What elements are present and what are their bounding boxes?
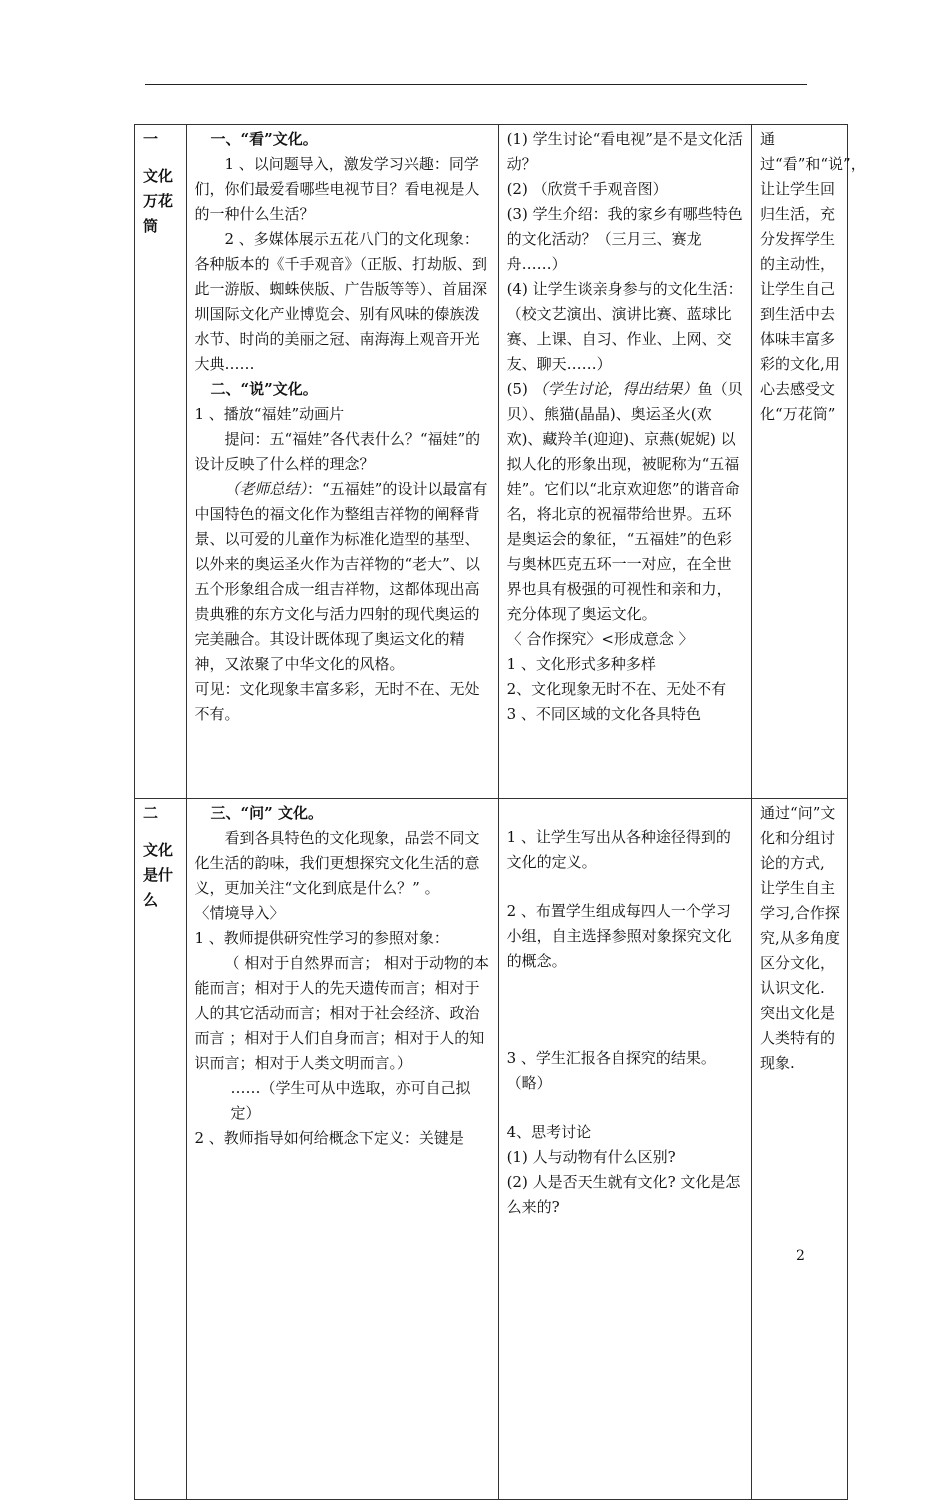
design-intent-cell [752,799,848,1500]
teacher-paragraph [195,826,492,901]
paragraph-text: 1 、教师提供研究性学习的参照对象： [194,929,449,947]
teacher-activity-cell [186,799,498,1500]
paragraph-text: （ 相对于自然界而言； 相对于动物的本能而言；相对于人的先天遗传而言；相对于人的其它活动而言；相对于社会经济、政治而言 ；相对于人们自身而言；相对于人的知识而言；相对于人类文明而言。） [194,954,490,1072]
paragraph-text: 3 、学生汇报各自探究的结果。（略） [506,1049,716,1092]
paragraph-text: (4) 让学生谈亲身参与的文化生活：（校文艺演出、演讲比赛、蓝球比赛、上课、自习、作业、上网、交友、聊天……） [506,280,743,373]
paragraph-text: 〈情境导入〉 [194,904,285,922]
page-number: 2 [796,1248,805,1264]
student-paragraph [507,1046,745,1096]
paragraph-text: (5) [506,380,533,398]
teacher-paragraph [195,926,492,951]
teacher-paragraph [195,677,492,727]
paragraph-text: 看到各具特色的文化现象，品尝不同文化生活的韵味，我们更想探究文化生活的意义，更加关注“文化到底是什么？” 。 [194,829,480,897]
teacher-paragraph [195,152,492,227]
paragraph-text: 〈 合作探究〉<形成意念 〉 [506,630,694,648]
activity-heading [195,377,492,402]
activity-heading [195,801,492,826]
paragraph-text: 可见：文化现象丰富多彩，无时不在、无处不有。 [194,680,480,723]
student-paragraph [507,652,745,677]
teacher-paragraph [195,901,492,926]
student-paragraph [507,677,745,702]
student-paragraph [507,177,745,202]
section-number: 二 [143,804,159,822]
paragraph-text: 提问：五“福娃”各代表什么？“福娃”的设计反映了什么样的理念？ [194,430,481,473]
activity-heading [195,127,492,152]
student-paragraph [507,627,745,652]
paragraph-text: (2) 人是否天生就有文化? 文化是怎么来的? [506,1173,741,1216]
section-number: 一 [143,130,159,148]
paragraph-text: 2 、布置学生组成每四人一个学习小组，自主选择参照对象探究文化的概念。 [506,902,732,970]
teacher-paragraph [195,402,492,427]
paragraph-text: 三、“问” 文化。 [210,804,323,822]
section-label-cell [135,799,187,1500]
paragraph-text: 2 、教师指导如何给概念下定义：关键是 [194,1129,464,1147]
spacer [507,875,745,899]
paragraph-text: (3) 学生介绍：我的家乡有哪些特色的文化活动？（三月三、赛龙舟……） [506,205,743,273]
spacer [507,998,745,1022]
italic-note: （学生讨论，得出结果） [532,380,698,398]
student-paragraph [507,127,745,177]
paragraph-text: (1) 人与动物有什么区别? [506,1148,676,1166]
student-paragraph [507,1120,745,1145]
paragraph-text: （老师总结） [224,480,308,498]
student-paragraph [507,1170,745,1220]
student-paragraph [507,899,745,974]
teacher-paragraph [195,951,492,1076]
student-paragraph [507,277,745,377]
spacer [507,801,745,825]
section-label-cell [135,125,187,799]
teacher-paragraph [195,227,492,377]
paragraph-text: 1 、播放“福娃”动画片 [194,405,345,423]
lesson-plan-table [134,124,866,1500]
paragraph-text: 2、文化现象无时不在、无处不有 [506,680,727,698]
paragraph-text: 4、思考讨论 [506,1123,592,1141]
paragraph-text: 1 、以问题导入，激发学习兴趣：同学们，你们最爱看哪些电视节目？看电视是人的一种什么生活？ [194,155,480,223]
paragraph-text: 3 、不同区域的文化各具特色 [506,705,701,723]
teacher-paragraph [195,1126,492,1151]
section-row-2 [135,799,848,1500]
teacher-paragraph [195,1076,492,1126]
design-intent-cell [752,125,866,799]
paragraph-text: ……（学生可从中选取，亦可自己拟定） [230,1079,471,1122]
student-activity-cell [498,125,751,799]
paragraph-text-continued: ：“五福娃”的设计以最富有中国特色的福文化作为整组吉祥物的阐释背景、以可爱的儿童作为标准化造型的基型、以外来的奥运圣火作为吉祥物的“老大”、以五个形象组合成一组吉祥物，这都体现出高贵典雅的东方文化与活力四射的现代奥运的完美融合。其设计既体现了奥运文化的精神，又浓聚了中华文化的风格。 [194,480,488,673]
teacher-paragraph [195,477,492,677]
student-paragraph [507,377,745,627]
design-intent-text: 通过“看”和“说”，让让学生回归生活，充分发挥学生的主动性，让学生自己到生活中去体味丰富多彩的文化,用心去感受文化“万花筒” [760,130,866,423]
student-paragraph [507,825,745,875]
spacer [507,1096,745,1120]
teacher-paragraph [195,427,492,477]
paragraph-text: 二、“说”文化。 [210,380,318,398]
spacer [507,974,745,998]
paragraph-text: 1 、让学生写出从各种途径得到的文化的定义。 [506,828,731,871]
section-title: 文化万花筒 [143,167,174,235]
paragraph-text-continued: 鱼（贝贝）、熊猫(晶晶)、奥运圣火(欢欢)、藏羚羊(迎迎)、京燕(妮妮) 以拟人化的形象出现，被昵称为“五福娃”。它们以“北京欢迎您”的谐音命名，将北京的祝福带给世界。五环是奥运会的象征，“五福娃”的色彩与奥林匹克五环一一对应，在全世界也具有极强的可视性和亲和力，充分体现了奥运文化。 [506,380,743,623]
section-row-1 [135,125,848,799]
spacer [507,1022,745,1046]
section-title: 文化是什么 [143,841,174,909]
student-activity-cell [498,799,751,1500]
design-intent-text: 通过“问”文化和分组讨论的方式, 让学生自主学习,合作探究,从多角度区分文化，认识文化. 突出文化是人类特有的现象. [760,804,840,1072]
header-rule [145,84,807,85]
teacher-activity-cell [186,125,498,799]
paragraph-text: (1) 学生讨论“看电视”是不是文化活动？ [506,130,743,173]
paragraph-text: 1 、文化形式多种多样 [506,655,656,673]
paragraph-text: (2) （欣赏千手观音图） [506,180,668,198]
student-paragraph [507,1145,745,1170]
student-paragraph [507,702,745,727]
student-paragraph [507,202,745,277]
paragraph-text: 2 、多媒体展示五花八门的文化现象：各种版本的《千手观音》（正版、打劫版、到此一游版、蜘蛛侠版、广告版等等）、首届深圳国际文化产业博览会、别有风味的傣族泼水节、时尚的美丽之冠、南海海上观音开光大典…… [194,230,488,373]
paragraph-text: 一、“看”文化。 [210,130,318,148]
